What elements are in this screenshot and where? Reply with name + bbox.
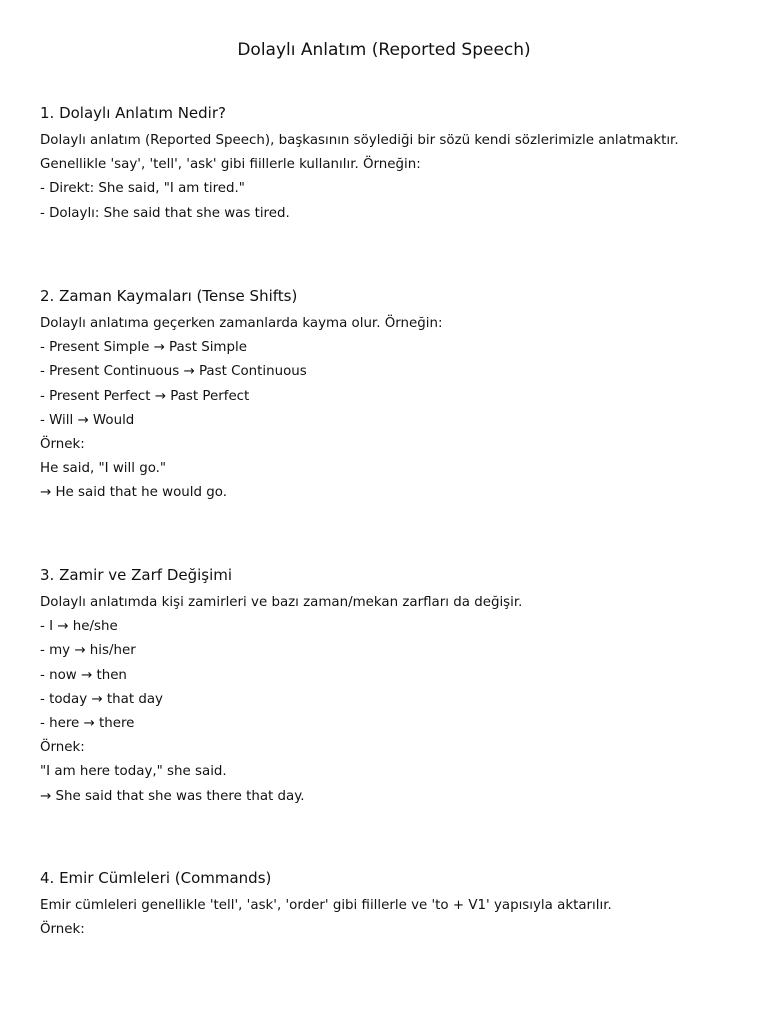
section-2 — [40, 284, 740, 506]
text-line: - I → he/she — [40, 619, 118, 635]
document-title: Dolaylı Anlatım (Reported Speech) — [237, 40, 531, 60]
section-heading: 3. Zamir ve Zarf Değişimi — [40, 566, 233, 584]
text-line: - Present Simple → Past Simple — [40, 340, 247, 356]
text-line: - now → then — [40, 667, 127, 683]
text-line: Örnek: — [40, 922, 85, 938]
text-line: - Will → Would — [40, 412, 135, 428]
section-1 — [40, 101, 740, 226]
section-body — [40, 312, 740, 506]
text-line: Dolaylı anlatım (Reported Speech), başkasının söylediği bir sözü kendi sözlerimizle anlatmaktır. — [40, 133, 679, 148]
text-line: → He said that he would go. — [40, 485, 227, 501]
section-body — [40, 591, 740, 809]
section-heading: 2. Zaman Kaymaları (Tense Shifts) — [40, 287, 298, 305]
text-line: Emir cümleleri genellikle 'tell', 'ask', 'order' gibi fiillerle ve 'to + V1' yapısıyla aktarılır. — [40, 898, 612, 913]
text-line: Dolaylı anlatımda kişi zamirleri ve bazı zaman/mekan zarfları da değişir. — [40, 595, 523, 610]
text-line: - Present Continuous → Past Continuous — [40, 364, 307, 380]
text-line: Dolaylı anlatıma geçerken zamanlarda kayma olur. Örneğin: — [40, 316, 443, 331]
text-line: → She said that she was there that day. — [40, 788, 305, 804]
text-line: - Dolaylı: She said that she was tired. — [40, 205, 290, 221]
text-line: - here → there — [40, 716, 135, 732]
text-line: Genellikle 'say', 'tell', 'ask' gibi fiillerle kullanılır. Örneğin: — [40, 157, 421, 173]
text-line: Örnek: — [40, 437, 85, 453]
section-body — [40, 894, 740, 942]
text-line: - Present Perfect → Past Perfect — [40, 388, 250, 404]
text-line: "I am here today," she said. — [40, 764, 227, 780]
section-body — [40, 129, 740, 226]
text-line: He said, "I will go." — [40, 461, 167, 477]
text-line: - today → that day — [40, 691, 163, 707]
text-line: - Direkt: She said, "I am tired." — [40, 181, 245, 197]
text-line: Örnek: — [40, 740, 85, 756]
text-line: - my → his/her — [40, 643, 136, 659]
section-4 — [40, 866, 740, 942]
section-heading: 1. Dolaylı Anlatım Nedir? — [40, 104, 226, 122]
section-3 — [40, 563, 740, 809]
section-heading: 4. Emir Cümleleri (Commands) — [40, 869, 272, 887]
